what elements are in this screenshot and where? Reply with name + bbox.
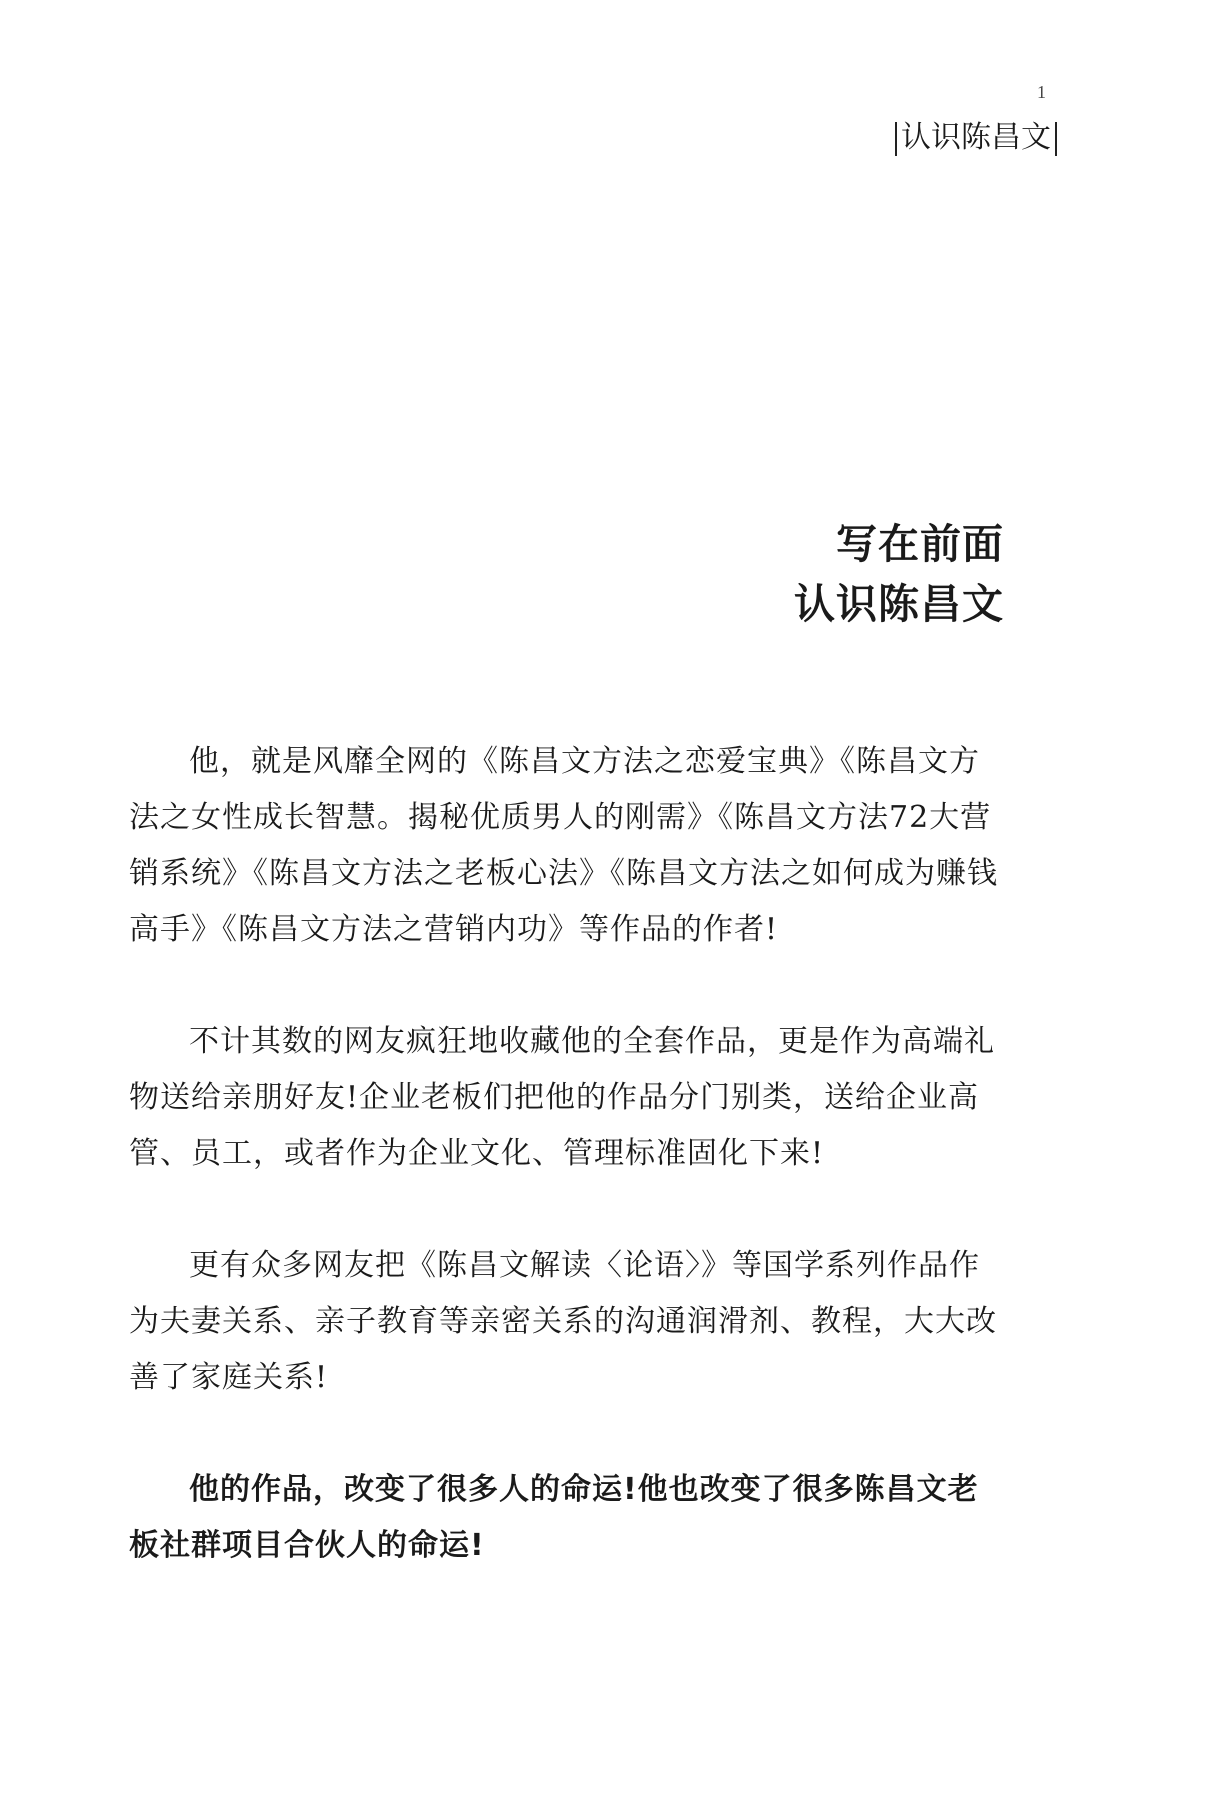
header-left-rule: [895, 122, 897, 156]
paragraph-1: 他，就是风靡全网的《陈昌文方法之恋爱宝典》《陈昌文方法之女性成长智慧。揭秘优质男人的刚需》《陈昌文方法72大营销系统》《陈昌文方法之老板心法》《陈昌文方法之如何成为赚钱高手》《陈昌文方法之营销内功》等作品的作者!: [129, 744, 998, 947]
running-header-title: 认识陈昌文: [901, 120, 1051, 155]
paragraph-3: 更有众多网友把《陈昌文解读〈论语〉》等国学系列作品作为夫妻关系、亲子教育等亲密关系的沟通润滑剂、教程，大大改善了家庭关系!: [129, 1248, 997, 1395]
chapter-heading: [794, 514, 1004, 634]
running-header: [891, 118, 1061, 158]
page-number: 1: [1037, 82, 1046, 102]
header-right-rule: [1055, 122, 1057, 156]
chapter-heading-line-2: 认识陈昌文: [794, 580, 1004, 628]
paragraph-4-emphasis: 他的作品，改变了很多人的命运!他也改变了很多陈昌文老板社群项目合伙人的命运!: [129, 1472, 979, 1563]
chapter-heading-line-1: 写在前面: [836, 520, 1004, 568]
paragraph-2: 不计其数的网友疯狂地收藏他的全套作品，更是作为高端礼物送给亲朋好友!企业老板们把他的作品分门别类，送给企业高管、员工，或者作为企业文化、管理标准固化下来!: [129, 1024, 995, 1171]
body-text: [129, 734, 1009, 1630]
